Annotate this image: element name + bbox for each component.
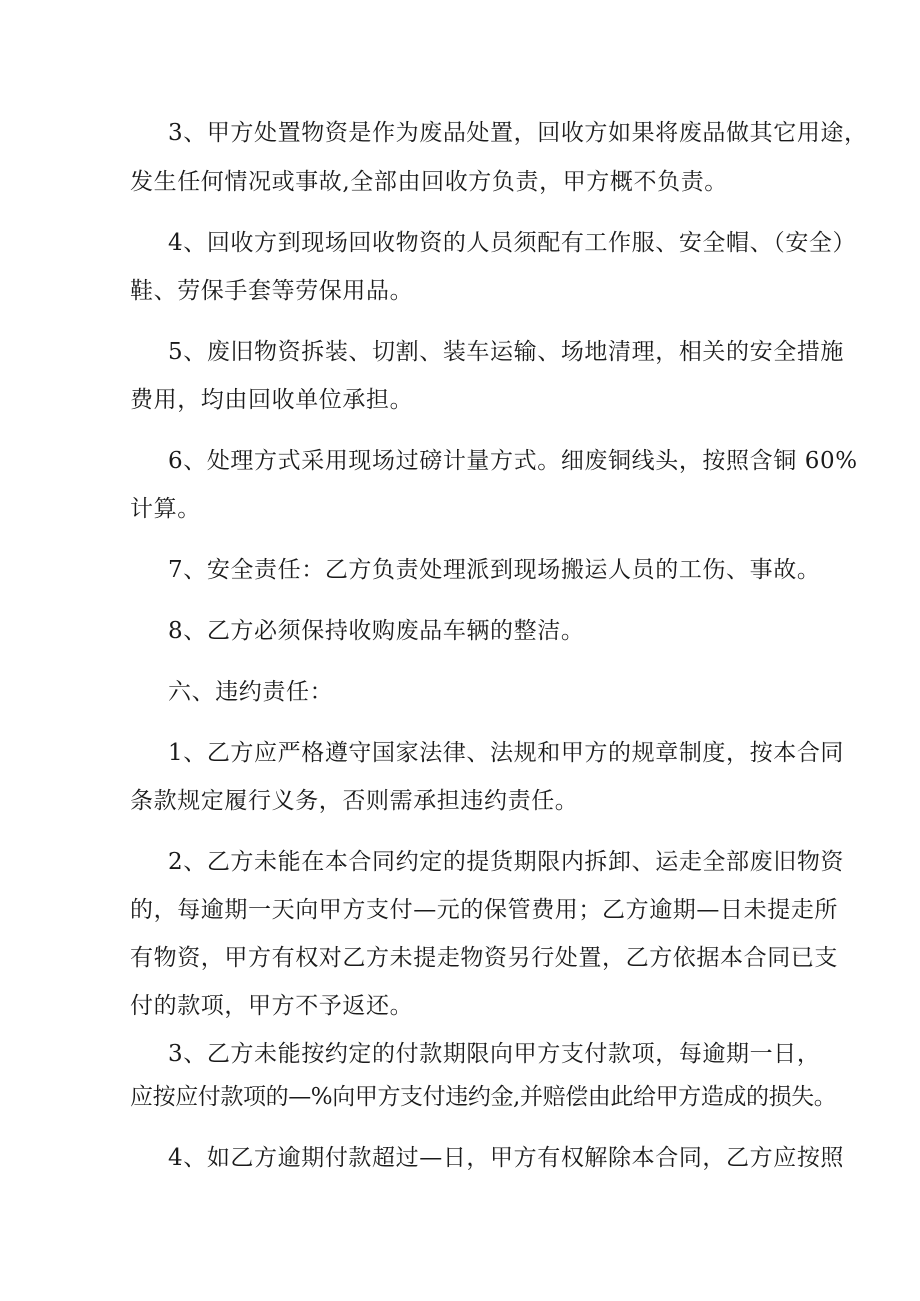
section-heading-breach: 六、违约责任： — [168, 679, 334, 705]
breach-item-1-line-1: 1、乙方应严格遵守国家法律、法规和甲方的规章制度，按本合同 — [168, 740, 845, 766]
paragraph-7-line-1: 7、安全责任：乙方负责处理派到现场搬运人员的工伤、事故。 — [168, 557, 821, 583]
paragraph-6-line-2: 计算。 — [130, 496, 201, 522]
breach-item-2-line-3: 有物资，甲方有权对乙方未提走物资另行处置，乙方依据本合同已支 — [130, 945, 838, 971]
breach-item-3-line-2: 应按应付款项的—%向甲方支付违约金,并赔偿由此给甲方造成的损失。 — [130, 1084, 837, 1110]
breach-item-1-line-2: 条款规定履行义务，否则需承担违约责任。 — [130, 788, 579, 814]
paragraph-4-line-1: 4、回收方到现场回收物资的人员须配有工作服、安全帽、（安全） — [168, 230, 857, 256]
paragraph-5-line-1: 5、废旧物资拆装、切割、装车运输、场地清理，相关的安全措施 — [168, 339, 845, 365]
breach-item-3-line-1: 3、乙方未能按约定的付款期限向甲方支付款项，每逾期一日， — [168, 1041, 821, 1067]
paragraph-6-line-1: 6、处理方式采用现场过磅计量方式。细废铜线头，按照含铜 60% — [168, 448, 858, 474]
paragraph-3-line-1: 3、甲方处置物资是作为废品处置，回收方如果将废品做其它用途， — [168, 120, 868, 146]
paragraph-3-line-2: 发生任何情况或事故,全部由回收方负责，甲方概不负责。 — [130, 169, 728, 195]
paragraph-5-line-2: 费用，均由回收单位承担。 — [130, 387, 414, 413]
breach-item-2-line-1: 2、乙方未能在本合同约定的提货期限内拆卸、运走全部废旧物资 — [168, 849, 845, 875]
paragraph-8-line-1: 8、乙方必须保持收购废品车辆的整洁。 — [168, 618, 585, 644]
paragraph-4-line-2: 鞋、劳保手套等劳保用品。 — [130, 278, 414, 304]
breach-item-2-line-4: 付的款项，甲方不予返还。 — [130, 993, 414, 1019]
breach-item-4-line-1: 4、如乙方逾期付款超过—日，甲方有权解除本合同，乙方应按照 — [168, 1145, 845, 1171]
breach-item-2-line-2: 的，每逾期一天向甲方支付—元的保管费用；乙方逾期—日未提走所 — [130, 897, 838, 923]
